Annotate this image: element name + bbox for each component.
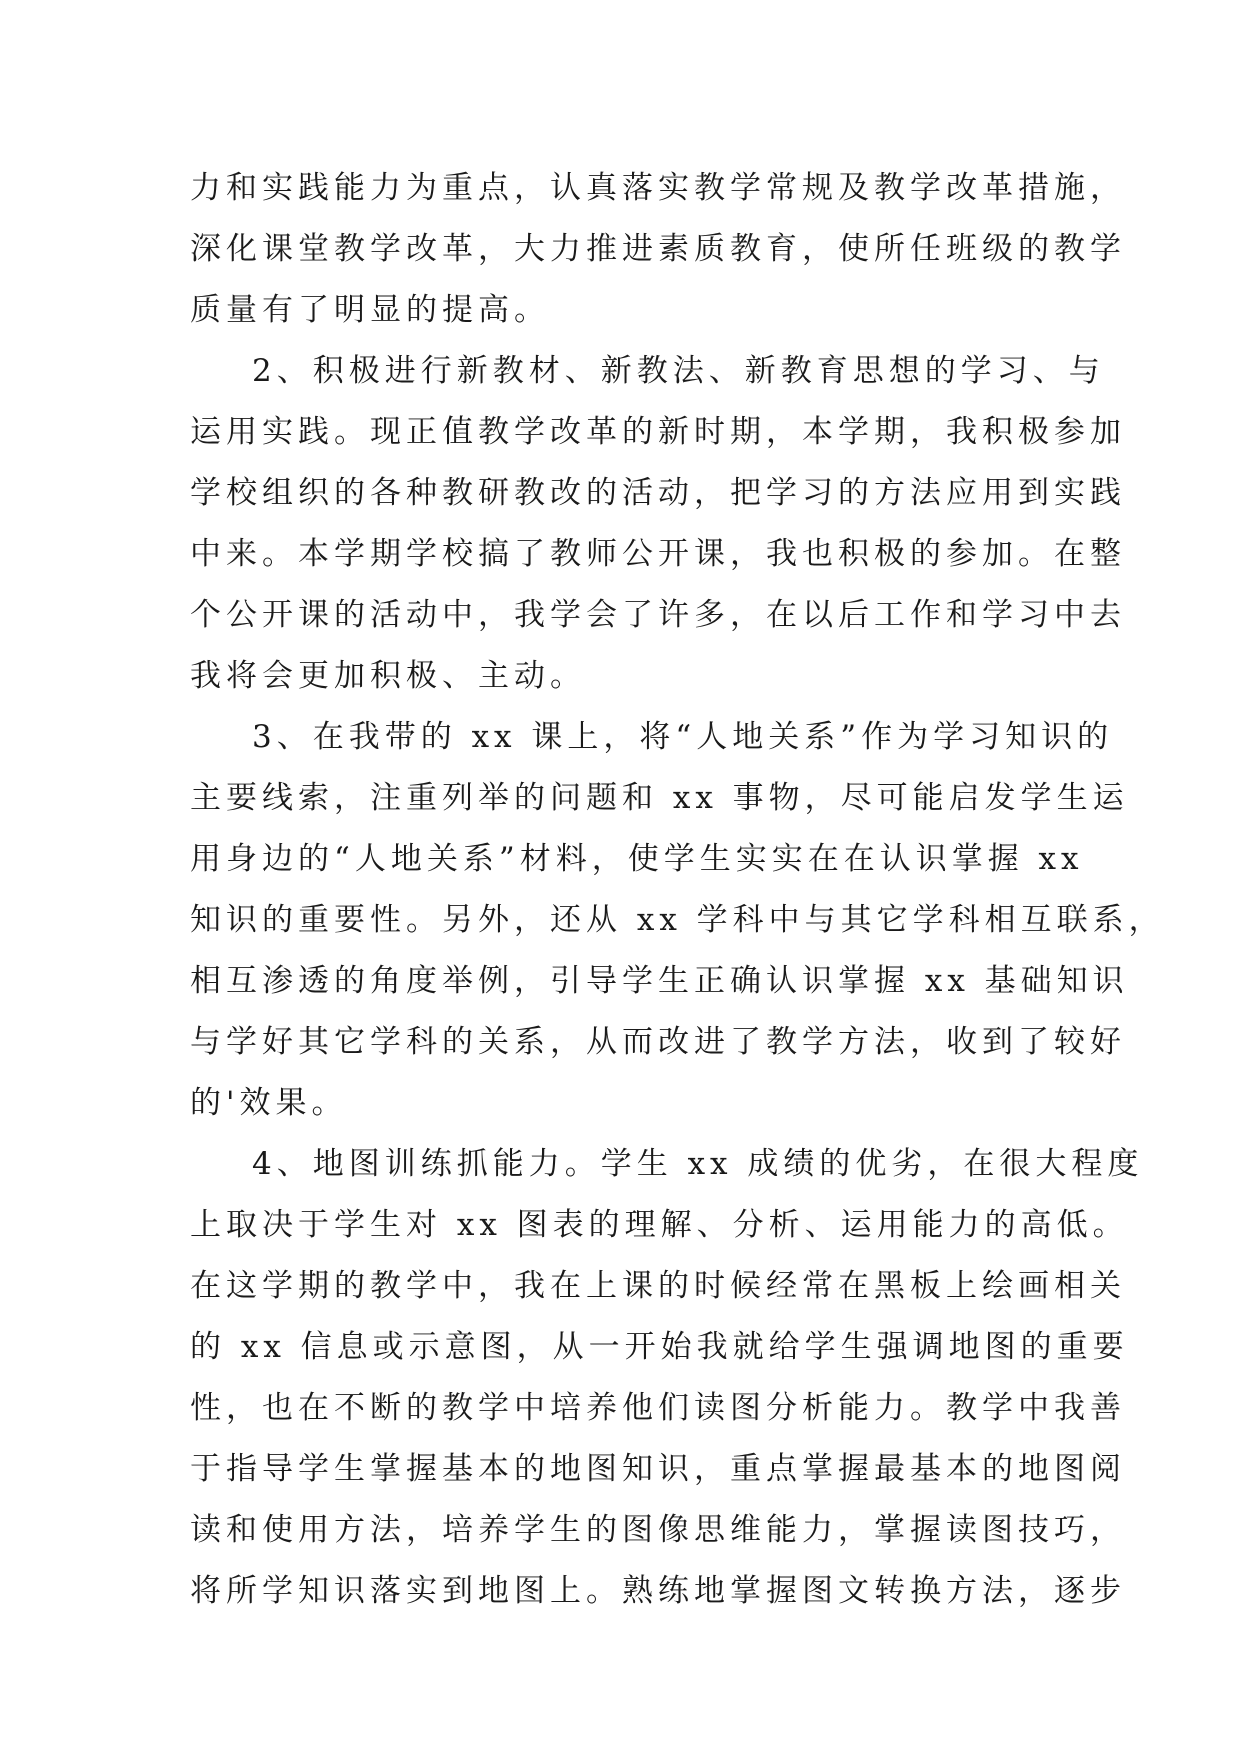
text-line: 上取决于学生对 xx 图表的理解、分析、运用能力的高低。 [190, 1207, 1129, 1243]
document-body [190, 158, 1165, 1622]
text-line: 的 xx 信息或示意图，从一开始我就给学生强调地图的重要 [190, 1329, 1129, 1365]
text-line: 于指导学生掌握基本的地图知识，重点掌握最基本的地图阅 [190, 1451, 1126, 1487]
text-line: 将所学知识落实到地图上。熟练地掌握图文转换方法，逐步 [190, 1573, 1126, 1609]
text-line: 深化课堂教学改革，大力推进素质教育，使所任班级的教学 [190, 231, 1126, 267]
text-line: 主要线索，注重列举的问题和 xx 事物，尽可能启发学生运 [190, 780, 1129, 816]
text-line: 我将会更加积极、主动。 [190, 658, 586, 694]
text-line: 运用实践。现正值教学改革的新时期，本学期，我积极参加 [190, 414, 1126, 450]
text-line: 知识的重要性。另外，还从 xx 学科中与其它学科相互联系， [190, 902, 1165, 938]
text-line: 的'效果。 [190, 1085, 348, 1121]
paragraph-start-line: 3、在我带的 xx 课上，将“人地关系”作为学习知识的 [252, 719, 1114, 755]
text-line: 读和使用方法，培养学生的图像思维能力，掌握读图技巧， [190, 1512, 1126, 1548]
paragraph-start-line: 2、积极进行新教材、新教法、新教育思想的学习、与 [252, 353, 1105, 389]
text-line: 学校组织的各种教研教改的活动，把学习的方法应用到实践 [190, 475, 1126, 511]
text-line: 性，也在不断的教学中培养他们读图分析能力。教学中我善 [190, 1390, 1126, 1426]
text-line: 在这学期的教学中，我在上课的时候经常在黑板上绘画相关 [190, 1268, 1126, 1304]
text-line: 用身边的“人地关系”材料，使学生实实在在认识掌握 xx [190, 841, 1084, 877]
paragraph-start-line: 4、地图训练抓能力。学生 xx 成绩的优劣，在很大程度 [252, 1146, 1144, 1182]
text-line: 力和实践能力为重点，认真落实教学常规及教学改革措施， [190, 170, 1126, 206]
text-line: 个公开课的活动中，我学会了许多，在以后工作和学习中去 [190, 597, 1126, 633]
text-line: 与学好其它学科的关系，从而改进了教学方法，收到了较好 [190, 1024, 1126, 1060]
text-line: 相互渗透的角度举例，引导学生正确认识掌握 xx 基础知识 [190, 963, 1129, 999]
text-line: 质量有了明显的提高。 [190, 292, 550, 328]
text-line: 中来。本学期学校搞了教师公开课，我也积极的参加。在整 [190, 536, 1126, 572]
